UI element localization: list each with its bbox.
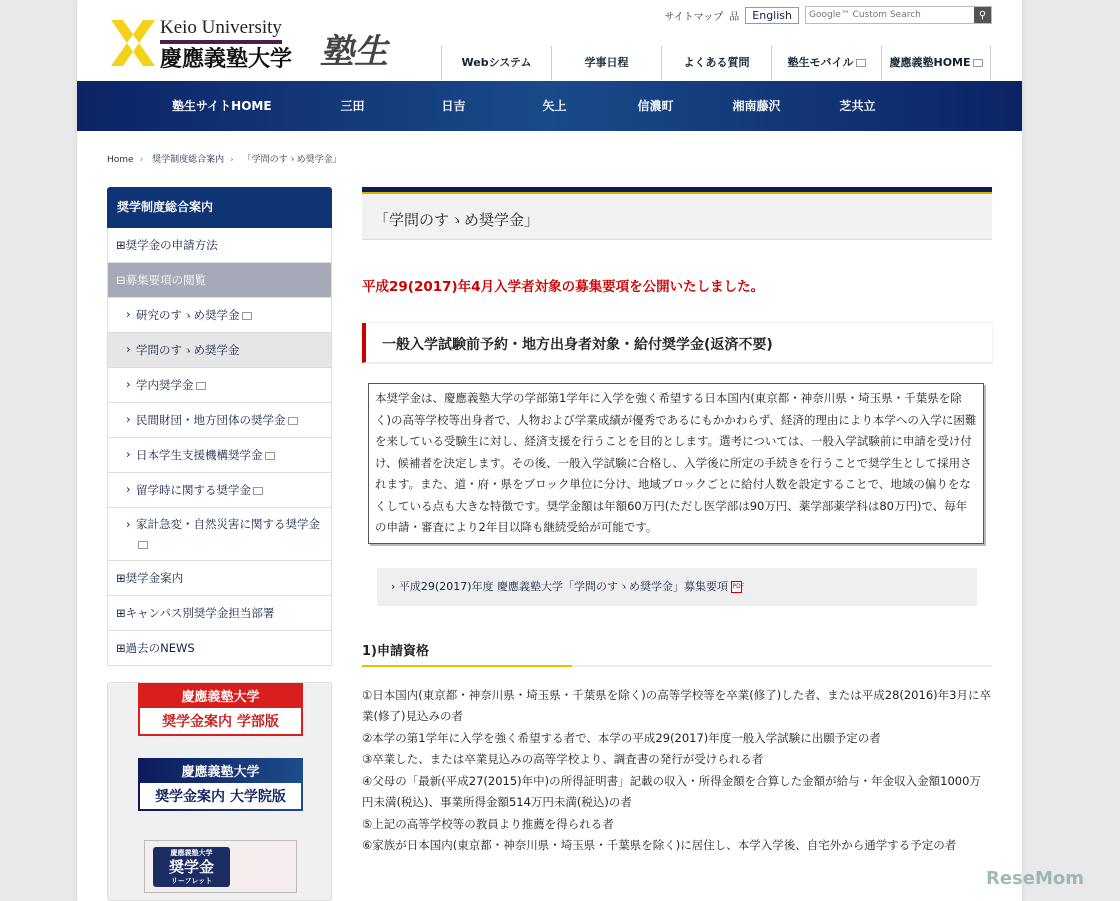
chevron-right-icon: › [230, 155, 234, 165]
sidebar-item-guidelines[interactable]: ⊟募集要項の閲覧 [107, 263, 332, 298]
banner-undergrad[interactable] [138, 683, 303, 736]
gnav-label: 塾生モバイル [787, 56, 854, 69]
banner-top: 慶應義塾大学 [181, 690, 260, 705]
requirement-item: ③卒業した、または卒業見込みの高等学校より、調査書の発行が受けられる者 [362, 752, 764, 766]
sidebar-item-application[interactable]: ⊞奨学金の申請方法 [107, 228, 332, 263]
label: 学内奨学金 [136, 378, 194, 392]
eligibility-heading: 1)申請資格 [362, 640, 992, 667]
sidebar-item-gakumon[interactable]: › 学問のすゝめ奨学金 [107, 333, 332, 368]
keio-pen-logo-icon[interactable] [109, 18, 157, 68]
external-link-icon [242, 312, 252, 320]
search-box [805, 6, 992, 24]
requirement-item: ②本学の第1学年に入学を強く希望する者で、本学の平成29(2017)年度一般入学試験に出願予定の者 [362, 730, 881, 745]
requirement-item: ⑥家族が日本国内(東京都・神奈川県・埼玉県・千葉県を除く)に居住し、本学入学後、自宅外から通学する予定の者 [362, 838, 957, 852]
external-link-icon [973, 59, 983, 67]
pdf-link-label: 平成29(2017)年度 慶應義塾大学「学問のすゝめ奨学金」募集要項 [398, 579, 728, 593]
pdf-icon: PDF [731, 581, 742, 593]
sidebar-item-jasso[interactable] [107, 438, 332, 473]
utility-bar [664, 6, 992, 24]
label: 日本学生支援機構奨学金 [136, 448, 263, 462]
label: 研究のすゝめ奨学金 [136, 308, 240, 322]
resemom-watermark: ReseMom [985, 868, 1084, 889]
external-link-icon [288, 417, 298, 425]
leaflet-top: 慶應義塾大学 [170, 849, 213, 857]
sitemap-icon: 品 [729, 11, 740, 23]
breadcrumb-current: 「学問のすゝめ奨学金」 [242, 155, 342, 165]
sidebar-item-emergency[interactable] [107, 508, 332, 561]
requirements-list [362, 685, 992, 857]
english-button[interactable]: English [745, 7, 799, 24]
sidebar-item-gakunai[interactable] [107, 368, 332, 403]
description-box: 本奨学金は、慶應義塾大学の学部第1学年に入学を強く希望する日本国内(東京都・神奈川県・埼玉県・千葉県を除く)の高等学校等出身者で、人物および学業成績が優秀であるにもかかわらず、経済的理由により本学への入学に困難を来している受験生に対し、経済支援を行うことを目的とします。選考については、一般入学試験前に申請を受け付け、候補者を決定します。その後、一般入学試験に合格し、入学後に所定の手続きを行うことで奨学生として採用されます。また、道・府・県をブロック単位に分け、地域ブロックごとに給付人数を設定することで、地域の偏りをなくしている点も大きな特徴です。奨学金額は年額60万円(ただし医学部は90万円、薬学部薬学科は80万円)で、毎年の申請・審査により2年目以降も継続受給が可能です。 [368, 383, 984, 544]
banner-bottom: 奨学金案内 大学院版 [140, 783, 301, 809]
sidebar-item-news[interactable]: ⊞過去のNEWS [107, 631, 332, 666]
banner-graduate[interactable] [138, 758, 303, 811]
banner-bottom: 奨学金案内 学部版 [140, 708, 301, 734]
campus-nav [77, 81, 1022, 131]
sidebar-item-abroad[interactable] [107, 473, 332, 508]
breadcrumb-scholarship[interactable]: 奨学制度総合案内 [152, 155, 225, 165]
breadcrumb-home[interactable]: Home [107, 155, 134, 165]
sidebar [107, 187, 332, 666]
search-icon[interactable]: ⚲ [974, 7, 991, 23]
announcement: 平成29(2017)年4月入学者対象の募集要項を公開いたしました。 [362, 279, 765, 295]
requirement-item: ④父母の「最新(平成27(2015)年中)の所得証明書」記載の収入・所得金額を合算した金額が給与・年金収入金額1000万円未満(税込)、事業所得金額514万円未満(税込)の者 [362, 773, 981, 809]
external-link-icon [196, 382, 206, 390]
gnav-keio-home[interactable] [881, 46, 991, 80]
chevron-right-icon: › [139, 155, 144, 165]
global-nav [441, 46, 991, 80]
banner-top: 慶應義塾大学 [181, 765, 260, 780]
external-link-icon [253, 487, 263, 495]
gnav-calendar[interactable]: 学事日程 [551, 46, 661, 80]
label: 留学時に関する奨学金 [136, 483, 251, 497]
requirement-item: ①日本国内(東京都・神奈川県・埼玉県・千葉県を除く)の高等学校等を卒業(修了)した者、または平成28(2016)年3月に卒業(修了)見込みの者 [362, 687, 991, 723]
leaflet-middle: 奨学金 [168, 858, 214, 876]
nav-sfc[interactable]: 湘南藤沢 [732, 99, 781, 113]
search-input[interactable] [806, 7, 974, 23]
section-heading: 一般入学試験前予約・地方出身者対象・給付奨学金(返済不要) [362, 323, 992, 363]
sidebar-title[interactable]: 奨学制度総合案内 [107, 187, 332, 228]
nav-home[interactable]: 塾生サイトHOME [172, 99, 272, 113]
breadcrumb [107, 152, 348, 165]
banner-leaflet[interactable] [144, 840, 297, 893]
page [77, 0, 1084, 901]
external-link-icon [138, 541, 148, 549]
page-title: 「学問のすゝめ奨学金」 [362, 187, 992, 240]
gnav-mobile[interactable] [771, 46, 881, 80]
external-link-icon [856, 59, 866, 67]
banner-area [107, 682, 332, 901]
label: 民間財団・地方団体の奨学金 [136, 413, 286, 427]
logo-english[interactable]: Keio University [160, 17, 282, 44]
leaflet-label [153, 847, 230, 887]
leaflet-bottom: リーフレット [170, 877, 213, 885]
main-content [362, 187, 992, 857]
sidebar-item-guide[interactable]: ⊞奨学金案内 [107, 561, 332, 596]
requirement-item: ⑤上記の高等学校等の教員より推薦を得られる者 [362, 816, 614, 831]
gnav-label: 慶應義塾HOME [889, 56, 971, 69]
nav-mita[interactable]: 三田 [340, 99, 365, 113]
nav-yagami[interactable]: 矢上 [542, 99, 567, 113]
sidebar-item-campus[interactable]: ⊞キャンパス別奨学金担当部署 [107, 596, 332, 631]
label: 家計急変・自然災害に関する奨学金 [136, 517, 320, 531]
gnav-web-system[interactable]: Webシステム [441, 46, 551, 80]
gnav-faq[interactable]: よくある質問 [661, 46, 771, 80]
jukusei-logo[interactable]: 塾生 [320, 34, 388, 71]
external-link-icon [265, 452, 275, 460]
nav-hiyoshi[interactable]: 日吉 [441, 99, 466, 113]
logo-japanese[interactable]: 慶應義塾大学 [160, 46, 293, 71]
sidebar-item-kenkyu[interactable] [107, 298, 332, 333]
nav-shinanomachi[interactable]: 信濃町 [637, 99, 674, 113]
sitemap-link[interactable]: サイトマップ [664, 11, 724, 23]
pdf-link[interactable]: › 平成29(2017)年度 慶應義塾大学「学問のすゝめ奨学金」募集要項 PDF [377, 568, 977, 606]
nav-shiba-kyoritsu[interactable]: 芝共立 [839, 99, 876, 113]
sidebar-item-private[interactable] [107, 403, 332, 438]
